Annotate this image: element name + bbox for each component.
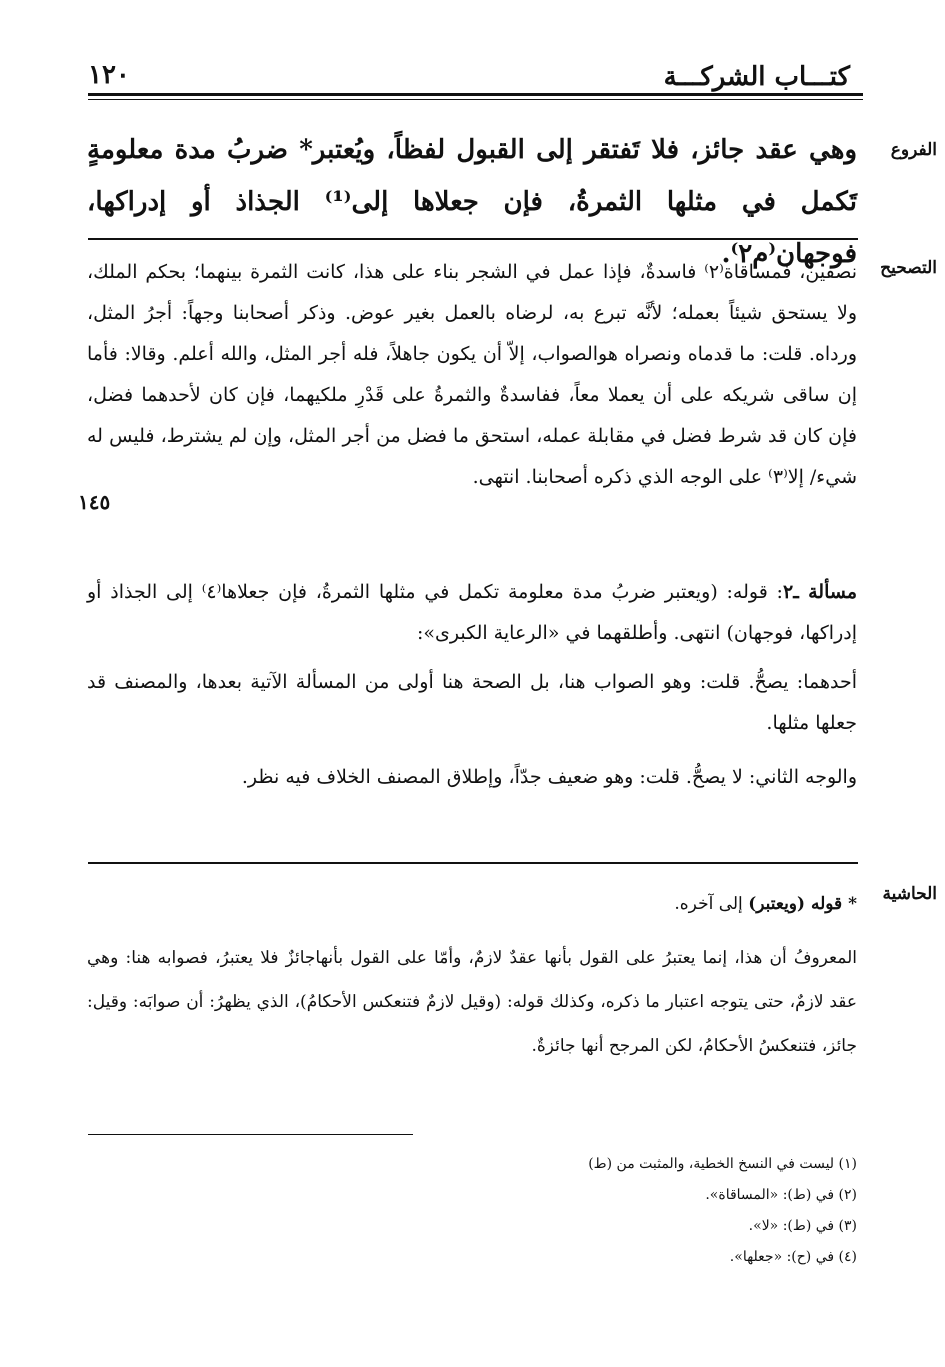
footnote-3: (٣) في (ط): «لا». xyxy=(748,1218,857,1234)
tashih-paragraph-4: والوجه الثاني: لا يصحُّ. قلت: وهو ضعيف جدّاً، وإطلاق المصنف الخلاف فيه نظر. xyxy=(241,766,857,788)
footnote-rule xyxy=(88,1134,413,1135)
tashih-masala xyxy=(87,572,857,654)
footnote-2: (٢) في (ط): «المساقاة». xyxy=(705,1187,857,1203)
section-divider-1 xyxy=(88,238,858,240)
masala-label: مسألة ـ٢ xyxy=(782,581,857,603)
footnote-1: (١) ليست في النسخ الخطية، والمثبت من (ط) xyxy=(588,1156,857,1172)
label-hashiya: الحاشية xyxy=(882,884,937,904)
hashiya-lead-bold: * قوله (ويعتبر) xyxy=(748,894,857,914)
label-furu: الفروع xyxy=(890,140,937,160)
section-divider-2 xyxy=(88,862,858,864)
tashih-paragraph-1: نصفين، فمساقاة⁽٢⁾ فاسدةٌ، فإذا عمل في الشجر بناء على هذا، كانت الثمرة بينهما؛ بحكم الملك، ولا يستحق شيئاً بعمله؛ لأنَّه تبرع به، لرضاه بالعمل بغير عوض. وذكر أصحابنا وجهاً: أجرُ المثل، ورداه. قلت: ما قدماه ونصراه هوالصواب، إلاّ أن يكون جاهلاً، فله أجر المثل، والله أعلم. وقالا: فأما إن ساقى شريكه على أن يعملا معاً، ففاسدةٌ والثمرةُ على قَدْرِ ملكيهما، فإن كان لأحدهما فضل، فإن كان قد شرط فضل في مقابلة عمله، استحق ما فضل من أجر المثل، وإن لم يشترط، فليس له شيء/ إلا⁽٣⁾ على الوجه الذي ذكره أصحابنا. انتهى. xyxy=(87,261,857,488)
furu-text: وهي عقد جائز، فلا تَفتقر إلى القبول لفظاً، ويُعتبر* ضربُ مدة معلومةٍ تَكمل في مثلها الثمرةُ، فإن جعلاها إلى⁽¹⁾ الجذاذ أو إدراكها، فوجهان⁽م٢⁾. xyxy=(87,135,857,269)
label-tashih: التصحيح xyxy=(880,258,937,278)
footnote-4: (٤) في (ح): «جعلها». xyxy=(729,1249,857,1265)
hashiya-body: المعروفُ أن هذا، إنما يعتبرُ على القول بأنها عقدٌ لازمٌ، وأمّا على القول بأنهاجائزٌ فلا يعتبرُ، فصوابه هنا: وهي عقد لازمٌ، حتى يتوجه اعتبار ما ذكره، وكذلك قوله: (وقيل لازمٌ فتنعكس الأحكامُ)، الذي يظهرُ: أن صوابَه: وقيل: جائز، فتنعكسُ الأحكامُ، لكن المرجح أنها جائزةٌ. xyxy=(87,948,857,1056)
page-number: ١٢٠ xyxy=(88,60,130,90)
header-rule-thick xyxy=(88,93,863,96)
margin-number: ١٤٥ xyxy=(78,490,111,514)
header-rule-thin xyxy=(88,99,863,100)
masala-text: : قوله: (ويعتبر ضربُ مدة معلومة تكمل في مثلها الثمرةُ، فإن جعلاها⁽٤⁾ إلى الجذاذ أو إدراكها، فوجهان) انتهى. وأطلقهما في «الرعاية الكبرى»: xyxy=(87,581,857,644)
hashiya-lead-rest: إلى آخره. xyxy=(674,894,749,914)
hashiya-lead xyxy=(87,882,857,926)
running-header-title: كتـــاب الشركـــة xyxy=(663,62,850,92)
tashih-paragraph-3: أحدهما: يصحُّ. قلت: وهو الصواب هنا، بل الصحة هنا أولى من المسألة الآتية بعدها، والمصنف قد جعلها مثلها. xyxy=(87,671,857,734)
